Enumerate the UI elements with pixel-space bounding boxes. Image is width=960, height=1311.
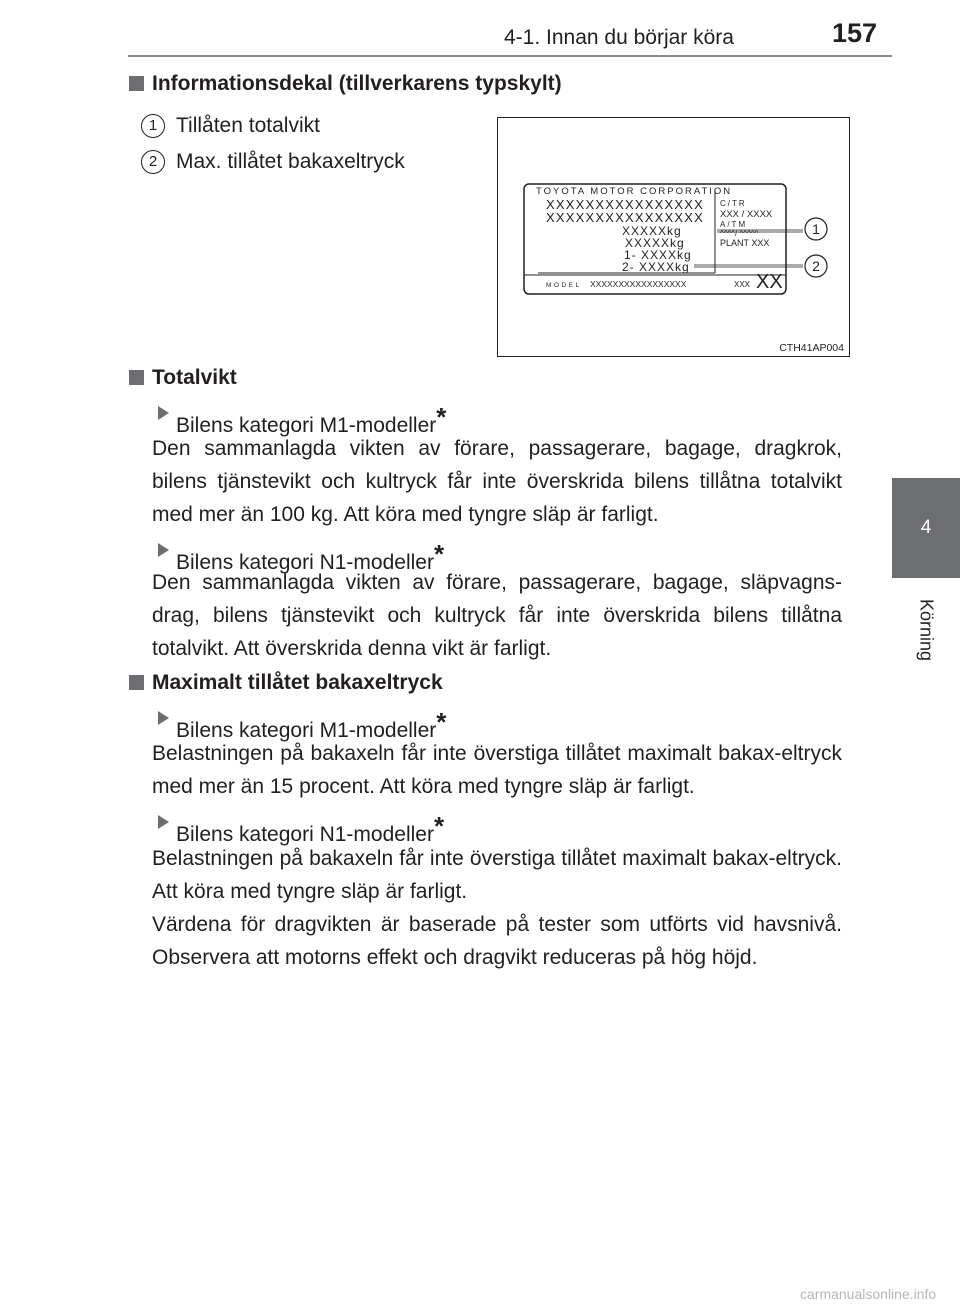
heading-rear-axle: Maximalt tillåtet bakaxeltryck — [152, 671, 443, 694]
plate-code-b: XX — [756, 271, 783, 293]
figure-code: CTH41AP004 — [779, 342, 844, 354]
plate-model-label: MODEL — [546, 282, 582, 289]
plate-ctr: C/TR — [720, 199, 747, 208]
item-number-1: 1 — [141, 114, 165, 138]
heading-bullet-icon — [129, 370, 144, 385]
subheading-n1-label: Bilens kategori N1-modeller — [176, 823, 434, 846]
footnote-asterisk: * — [433, 539, 445, 569]
paragraph-total-m1: Den sammanlagda vikten av förare, passagerare, bagage, dragkrok, bilens tjänstevikt och kultryck får inte överskrida bilens tillåtna totalvikt med mer än 100 kg. Att köra med tyngre släp är farligt. — [152, 437, 842, 526]
page-number: 157 — [832, 18, 878, 48]
arrow-bullet-icon — [158, 406, 169, 420]
plate-atm-value: ^^^^/ ^^^^^ — [720, 229, 759, 238]
footnote-asterisk: * — [436, 707, 447, 737]
plate-line-a: XXXXXXXXXXXXXXXX — [546, 197, 704, 212]
plate-plant: PLANT XXX — [720, 238, 770, 248]
heading-bullet-icon — [129, 76, 144, 91]
plate-atm: A/TM — [720, 220, 748, 229]
section-title: 4-1. Innan du börjar köra — [504, 26, 734, 49]
heading-bullet-icon — [129, 675, 144, 690]
paragraph-note: Värdena för dragvikten är baserade på tester som utförts vid havsnivå. Observera att motorns effekt och dragvikt reduceras på hög höjd. — [152, 913, 842, 969]
label-illustration — [497, 117, 850, 357]
plate-weight-2: XXXXXkg — [625, 236, 685, 250]
subheading-m1-label: Bilens kategori M1-modeller — [176, 414, 437, 437]
plate-ctr-value: XXX / XXXX — [720, 209, 773, 220]
plate-weight-1: XXXXXkg — [622, 224, 682, 238]
plate-line-b: XXXXXXXXXXXXXXXX — [546, 210, 704, 225]
chapter-title: Körning — [916, 598, 937, 662]
paragraph-rear-m1: Belastningen på bakaxeln får inte överstiga tillåtet maximalt bakax-eltryck med mer än 15 procent. Att köra med tyngre släp är farligt. — [152, 742, 842, 798]
callout-2-label: 2 — [812, 258, 820, 274]
watermark: carmanualsonline.info — [800, 1286, 937, 1302]
item-text-2: Max. tillåtet bakaxeltryck — [176, 150, 405, 173]
plate-code-a: XXX — [734, 280, 751, 289]
plate-weight-4: 2- XXXXkg — [622, 260, 690, 274]
heading-label-section: Informationsdekal (tillverkarens typskylt) — [152, 72, 562, 95]
item-text-1: Tillåten totalvikt — [176, 114, 320, 137]
paragraph-total-n1: Den sammanlagda vikten av förare, passagerare, bagage, släpvagns-drag, bilens tjänstevikt och kultryck får inte överskrida bilens tillåtna totalvikt. Att överskrida denna vikt är farligt. — [152, 571, 842, 660]
chapter-tab: 4 — [892, 478, 960, 578]
plate-title: TOYOTA MOTOR CORPORATION — [536, 186, 733, 197]
arrow-bullet-icon — [158, 543, 169, 557]
footnote-asterisk: * — [433, 811, 445, 841]
arrow-bullet-icon — [158, 815, 169, 829]
subheading-n1-label: Bilens kategori N1-modeller — [176, 551, 434, 574]
callout-1-label: 1 — [812, 221, 820, 237]
plate-model-value: XXXXXXXXXXXXXXXXX — [590, 279, 687, 289]
paragraph-rear-n1: Belastningen på bakaxeln får inte överstiga tillåtet maximalt bakax-eltryck. Att köra med tyngre släp är farligt. — [152, 847, 842, 903]
footnote-asterisk: * — [436, 402, 447, 432]
type-plate-drawing — [498, 118, 849, 356]
heading-total-weight: Totalvikt — [152, 366, 237, 389]
plate-weight-3: 1- XXXXkg — [624, 248, 692, 262]
chapter-label — [892, 590, 960, 670]
arrow-bullet-icon — [158, 711, 169, 725]
item-number-2: 2 — [141, 150, 165, 174]
header-divider — [128, 55, 892, 57]
subheading-m1-label: Bilens kategori M1-modeller — [176, 719, 437, 742]
